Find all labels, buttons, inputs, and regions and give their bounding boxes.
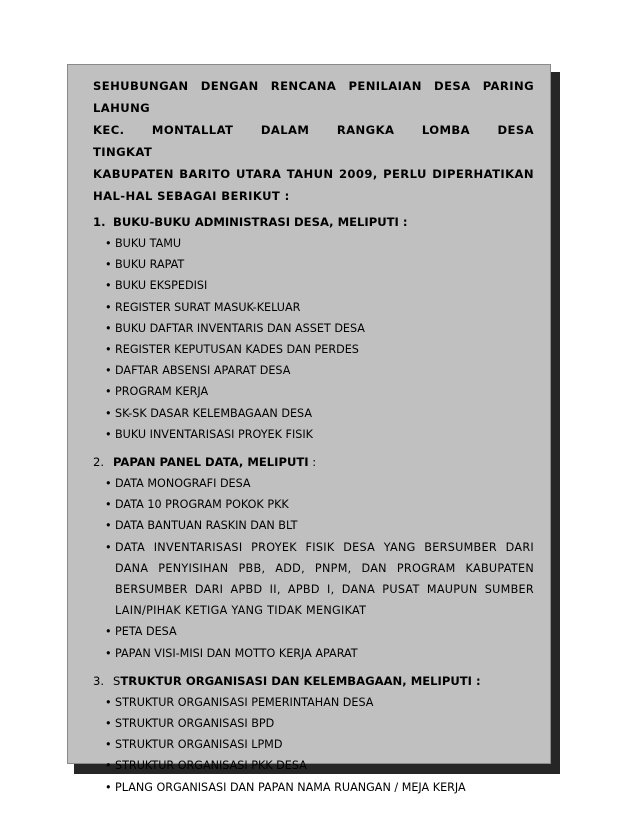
list-item: • BUKU EKSPEDISI bbox=[105, 275, 534, 296]
section-title: TRUKTUR ORGANISASI DAN KELEMBAGAAN, MELIPUTI : bbox=[120, 673, 481, 688]
list-item-long bbox=[105, 537, 534, 622]
document-card bbox=[67, 64, 551, 794]
list-item: • PAPAN VISI-MISI DAN MOTTO KERJA APARAT bbox=[105, 643, 534, 664]
long-item-line-3: BERSUMBER DARI APBD II, APBD I, DANA PUSAT MAUPUN SUMBER bbox=[115, 583, 534, 597]
intro-line-1: SEHUBUNGAN DENGAN RENCANA PENILAIAN DESA PARING LAHUNG bbox=[93, 79, 534, 115]
bullet-icon: • bbox=[105, 759, 112, 773]
bullet-icon: • bbox=[105, 237, 112, 250]
intro-paragraph bbox=[93, 75, 534, 207]
bullet-icon: • bbox=[105, 540, 112, 554]
section-title-suffix: : bbox=[308, 455, 317, 470]
section-3-list bbox=[93, 692, 534, 798]
list-item: • PLANG ORGANISASI DAN PAPAN NAMA RUANGAN / MEJA KERJA bbox=[105, 777, 534, 798]
list-item: • SK-SK DASAR KELEMBAGAAN DESA bbox=[105, 403, 534, 424]
list-item: • STRUKTUR ORGANISASI PKK DESA bbox=[105, 755, 534, 776]
bullet-icon: • bbox=[105, 780, 112, 794]
section-1-list bbox=[93, 233, 534, 445]
bullet-icon: • bbox=[105, 738, 112, 752]
bullet-icon: • bbox=[105, 343, 112, 357]
list-item: • BUKU DAFTAR INVENTARIS DAN ASSET DESA bbox=[105, 318, 534, 339]
bullet-icon: • bbox=[105, 279, 112, 293]
list-item: • REGISTER SURAT MASUK-KELUAR bbox=[105, 297, 534, 318]
bullet-icon: • bbox=[105, 300, 112, 314]
list-item: • PROGRAM KERJA bbox=[105, 381, 534, 402]
list-item: • STRUKTUR ORGANISASI LPMD bbox=[105, 734, 534, 755]
bullet-icon: • bbox=[105, 258, 112, 272]
bullet-icon: • bbox=[105, 364, 112, 378]
list-item: • STRUKTUR ORGANISASI BPD bbox=[105, 713, 534, 734]
list-item: • DATA MONOGRAFI DESA bbox=[105, 473, 534, 494]
section-title: PAPAN PANEL DATA, MELIPUTI bbox=[113, 455, 309, 470]
bullet-icon: • bbox=[105, 498, 112, 512]
intro-line-2: KEC. MONTALLAT DALAM RANGKA LOMBA DESA TINGKAT bbox=[93, 123, 534, 159]
section-1-heading bbox=[93, 211, 534, 233]
long-item-line-4: LAIN/PIHAK KETIGA YANG TIDAK MENGIKAT bbox=[115, 604, 367, 618]
bullet-icon: • bbox=[105, 427, 112, 441]
list-item: • DATA 10 PROGRAM POKOK PKK bbox=[105, 494, 534, 515]
bullet-icon: • bbox=[105, 625, 112, 639]
section-title: BUKU-BUKU ADMINISTRASI DESA, MELIPUTI : bbox=[113, 215, 408, 229]
bullet-icon: • bbox=[105, 477, 112, 491]
list-item: • BUKU RAPAT bbox=[105, 254, 534, 275]
list-item: • BUKU TAMU bbox=[105, 233, 534, 254]
section-number: 2. bbox=[93, 455, 105, 470]
bullet-icon: • bbox=[105, 717, 112, 731]
bullet-icon: • bbox=[105, 406, 112, 420]
list-item: • DAFTAR ABSENSI APARAT DESA bbox=[105, 360, 534, 381]
bullet-icon: • bbox=[105, 321, 112, 335]
list-item: • BUKU INVENTARISASI PROYEK FISIK bbox=[105, 424, 534, 445]
bullet-icon: • bbox=[105, 519, 112, 533]
section-title-first-letter: S bbox=[113, 673, 121, 688]
section-3-heading bbox=[93, 670, 534, 692]
section-2-heading bbox=[93, 451, 534, 473]
section-number: 1. bbox=[93, 215, 106, 229]
intro-line-4: HAL-HAL SEBAGAI BERIKUT : bbox=[93, 189, 290, 203]
list-item: • DATA BANTUAN RASKIN DAN BLT bbox=[105, 515, 534, 536]
bullet-icon: • bbox=[105, 646, 112, 660]
long-item-line-2: DANA PENYISIHAN PBB, ADD, PNPM, DAN PROGRAM KABUPATEN bbox=[115, 561, 534, 575]
long-item-line-1: DATA INVENTARISASI PROYEK FISIK DESA YANG BERSUMBER DARI bbox=[115, 540, 534, 554]
section-number: 3. bbox=[93, 673, 105, 688]
list-item: • REGISTER KEPUTUSAN KADES DAN PERDES bbox=[105, 339, 534, 360]
section-2-list bbox=[93, 473, 534, 664]
list-item: • STRUKTUR ORGANISASI PEMERINTAHAN DESA bbox=[105, 692, 534, 713]
intro-line-3: KABUPATEN BARITO UTARA TAHUN 2009, PERLU DIPERHATIKAN bbox=[93, 167, 534, 181]
list-item: • PETA DESA bbox=[105, 621, 534, 642]
bullet-icon: • bbox=[105, 385, 112, 399]
bullet-icon: • bbox=[105, 695, 112, 709]
